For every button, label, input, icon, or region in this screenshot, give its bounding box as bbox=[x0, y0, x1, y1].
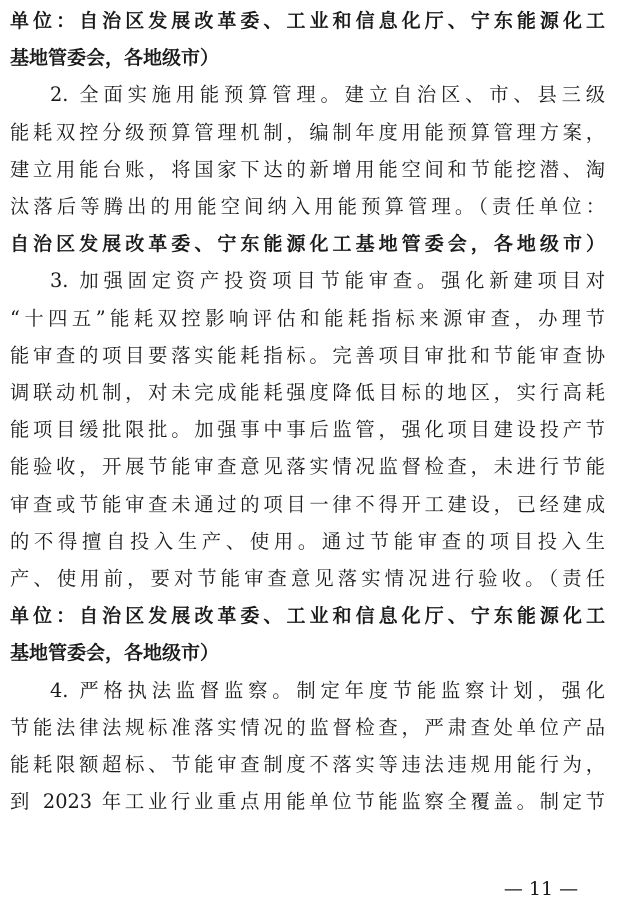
text-line-22: 到 2023 年工业行业重点用能单位节能监察全覆盖。制定节 bbox=[10, 790, 605, 813]
text-line-4: 能耗双控分级预算管理机制，编制年度用能预算管理方案， bbox=[10, 121, 605, 144]
text-line-1: 单位：自治区发展改革委、工业和信息化厅、宁东能源化工 bbox=[10, 10, 605, 32]
text-line-12: 能项目缓批限批。加强事中事后监管，强化项目建设投产节 bbox=[10, 418, 605, 441]
text-line-9: “十四五”能耗双控影响评估和能耗指标来源审查，办理节 bbox=[10, 307, 605, 330]
text-line-7: 自治区发展改革委、宁东能源化工基地管委会，各地级市） bbox=[10, 233, 605, 255]
text-line-17: 单位：自治区发展改革委、工业和信息化厅、宁东能源化工 bbox=[10, 605, 605, 627]
text-line-20: 节能法律法规标准落实情况的监督检查，严肃查处单位产品 bbox=[10, 716, 605, 739]
text-line-18: 基地管委会，各地级市） bbox=[10, 642, 220, 664]
text-line-16: 产、使用前，要对节能审查意见落实情况进行验收。（责任 bbox=[10, 567, 605, 590]
text-line-19: 4. 严格执法监督监察。制定年度节能监察计划，强化 bbox=[50, 679, 605, 702]
text-line-21: 能耗限额超标、节能审查制度不落实等违法违规用能行为， bbox=[10, 753, 605, 776]
text-line-8: 3. 加强固定资产投资项目节能审查。强化新建项目对 bbox=[50, 269, 605, 292]
page-number: — 11 — bbox=[503, 878, 579, 900]
text-line-10: 能审查的项目要落实能耗指标。完善项目审批和节能审查协 bbox=[10, 344, 605, 367]
text-line-11: 调联动机制，对未完成能耗强度降低目标的地区，实行高耗 bbox=[10, 381, 605, 404]
text-line-6: 汰落后等腾出的用能空间纳入用能预算管理。（责任单位： bbox=[10, 195, 605, 218]
text-line-2: 基地管委会，各地级市） bbox=[10, 47, 220, 69]
text-line-14: 审查或节能审查未通过的项目一律不得开工建设，已经建成 bbox=[10, 493, 605, 516]
text-line-15: 的不得擅自投入生产、使用。通过节能审查的项目投入生 bbox=[10, 530, 605, 553]
text-line-13: 能验收，开展节能审查意见落实情况监督检查，未进行节能 bbox=[10, 455, 605, 478]
text-line-5: 建立用能台账，将国家下达的新增用能空间和节能挖潜、淘 bbox=[10, 158, 605, 181]
text-line-3: 2. 全面实施用能预算管理。建立自治区、市、县三级 bbox=[50, 83, 605, 106]
